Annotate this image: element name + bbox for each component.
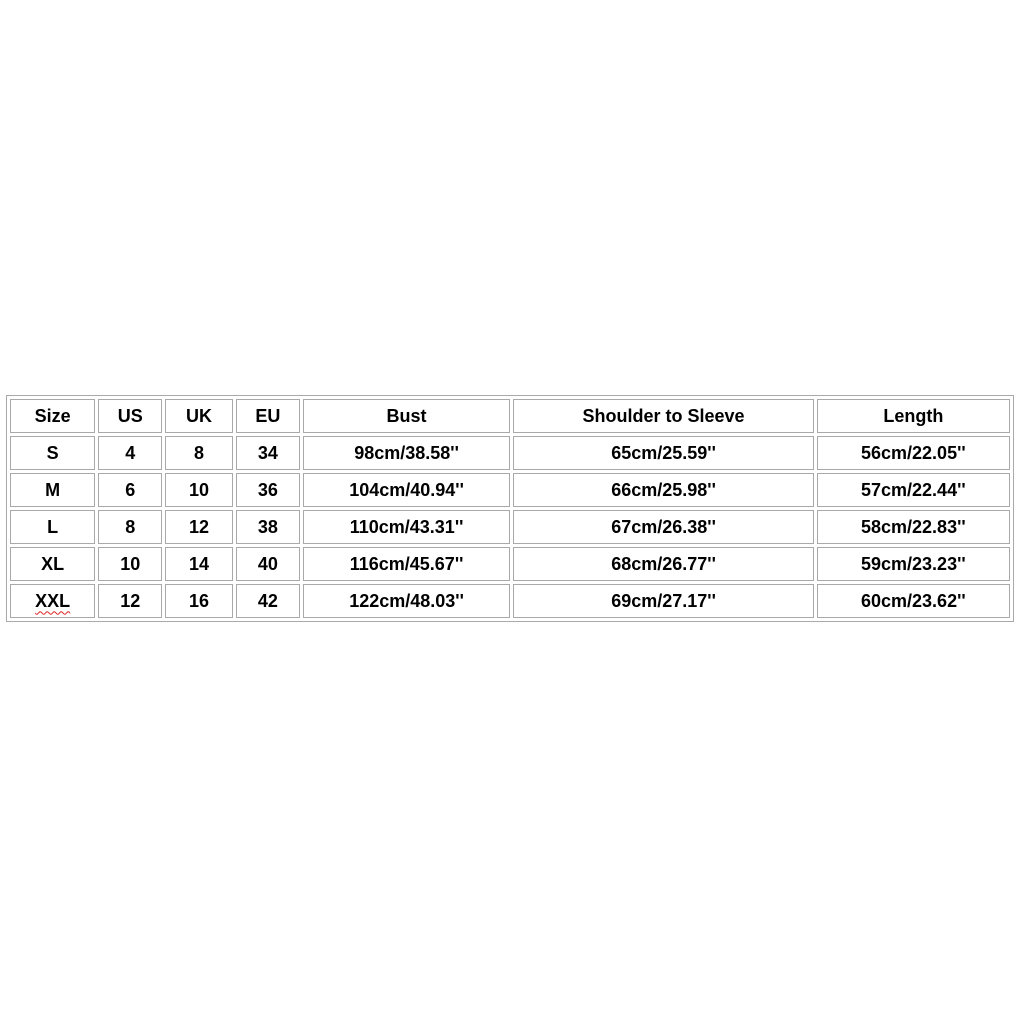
cell-size: XXL: [10, 584, 95, 618]
cell-eu: 38: [236, 510, 300, 544]
header-row: [10, 399, 1010, 433]
table-row: [10, 473, 1010, 507]
cell-uk: 14: [165, 547, 233, 581]
cell-eu: 40: [236, 547, 300, 581]
cell-bust: 98cm/38.58'': [303, 436, 511, 470]
cell-bust: 116cm/45.67'': [303, 547, 511, 581]
cell-uk: 12: [165, 510, 233, 544]
cell-shoulder-to-sleeve: 66cm/25.98'': [513, 473, 813, 507]
cell-length: 59cm/23.23'': [817, 547, 1010, 581]
header-length: Length: [817, 399, 1010, 433]
cell-length: 57cm/22.44'': [817, 473, 1010, 507]
size-chart-table: [6, 395, 1014, 622]
header-eu: EU: [236, 399, 300, 433]
header-uk: UK: [165, 399, 233, 433]
cell-us: 8: [98, 510, 162, 544]
cell-shoulder-to-sleeve: 68cm/26.77'': [513, 547, 813, 581]
header-shoulder-to-sleeve: Shoulder to Sleeve: [513, 399, 813, 433]
cell-uk: 8: [165, 436, 233, 470]
cell-us: 12: [98, 584, 162, 618]
cell-shoulder-to-sleeve: 65cm/25.59'': [513, 436, 813, 470]
cell-uk: 10: [165, 473, 233, 507]
header-size: Size: [10, 399, 95, 433]
table-row: [10, 547, 1010, 581]
table-row: [10, 584, 1010, 618]
cell-size: S: [10, 436, 95, 470]
cell-shoulder-to-sleeve: 69cm/27.17'': [513, 584, 813, 618]
cell-length: 58cm/22.83'': [817, 510, 1010, 544]
cell-eu: 34: [236, 436, 300, 470]
cell-us: 10: [98, 547, 162, 581]
header-us: US: [98, 399, 162, 433]
cell-length: 60cm/23.62'': [817, 584, 1010, 618]
cell-bust: 110cm/43.31'': [303, 510, 511, 544]
cell-us: 4: [98, 436, 162, 470]
cell-size: M: [10, 473, 95, 507]
cell-bust: 104cm/40.94'': [303, 473, 511, 507]
cell-eu: 42: [236, 584, 300, 618]
table-row: [10, 510, 1010, 544]
cell-uk: 16: [165, 584, 233, 618]
cell-us: 6: [98, 473, 162, 507]
cell-eu: 36: [236, 473, 300, 507]
cell-bust: 122cm/48.03'': [303, 584, 511, 618]
cell-size: L: [10, 510, 95, 544]
cell-shoulder-to-sleeve: 67cm/26.38'': [513, 510, 813, 544]
cell-size: XL: [10, 547, 95, 581]
cell-length: 56cm/22.05'': [817, 436, 1010, 470]
table-row: [10, 436, 1010, 470]
header-bust: Bust: [303, 399, 511, 433]
